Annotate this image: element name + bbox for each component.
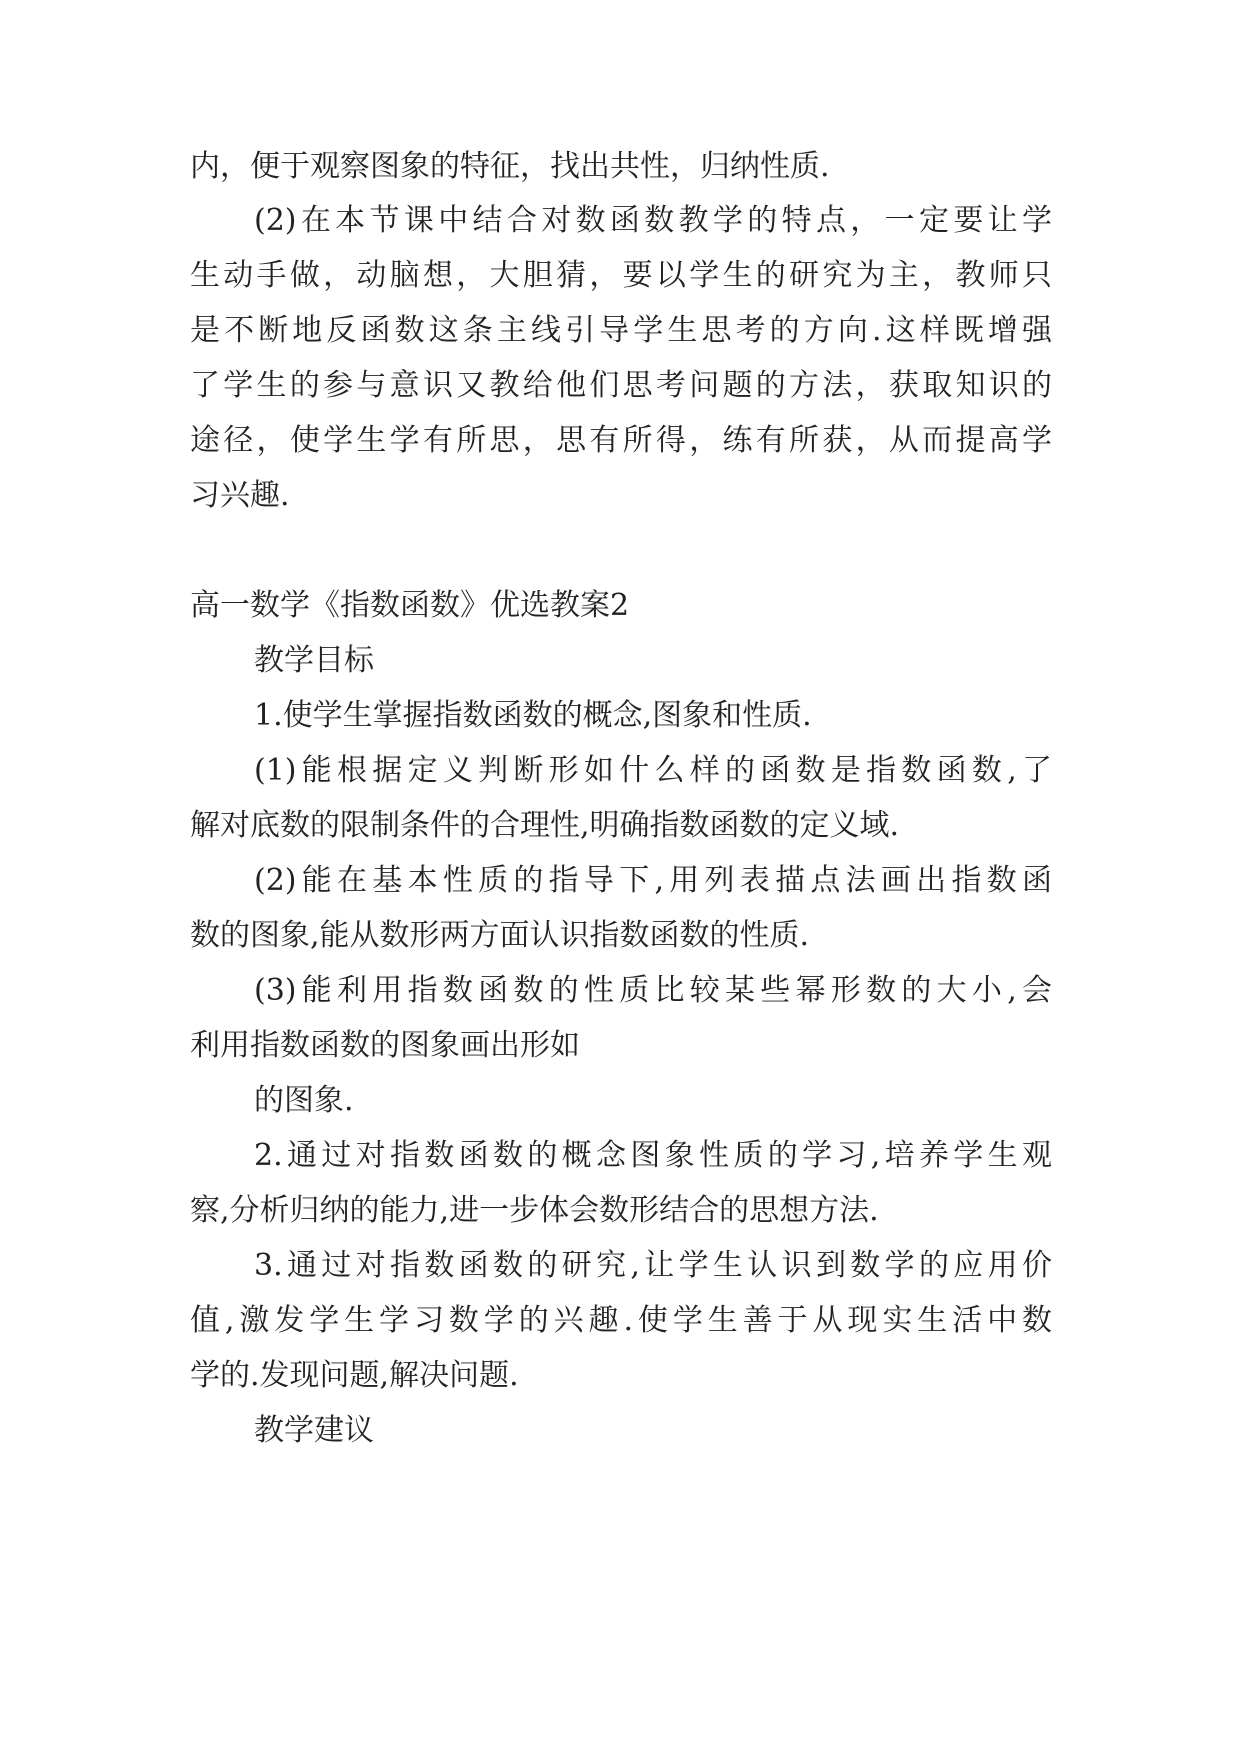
- paragraph-line: 2.通过对指数函数的概念图象性质的学习,培养学生观: [254, 1138, 1052, 1173]
- paragraph-line: (2)在本节课中结合对数函数教学的特点，一定要让学: [254, 203, 1052, 238]
- heading-teaching-goals: 教学目标: [254, 643, 374, 678]
- paragraph-line: 解对底数的限制条件的合理性,明确指数函数的定义域.: [190, 808, 900, 843]
- paragraph-line: 利用指数函数的图象画出形如: [190, 1028, 580, 1063]
- paragraph-line: 途径，使学生学有所思，思有所得，练有所获，从而提高学: [190, 423, 1052, 458]
- paragraph-line: (3)能利用指数函数的性质比较某些幂形数的大小,会: [254, 973, 1052, 1008]
- paragraph-line: 是不断地反函数这条主线引导学生思考的方向.这样既增强: [190, 313, 1052, 348]
- heading-teaching-suggestions: 教学建议: [254, 1413, 374, 1448]
- paragraph-line: 生动手做，动脑想，大胆猜，要以学生的研究为主，教师只: [190, 258, 1052, 293]
- paragraph-line: (2)能在基本性质的指导下,用列表描点法画出指数函: [254, 863, 1052, 898]
- paragraph-line: 值,激发学生学习数学的兴趣.使学生善于从现实生活中数: [190, 1303, 1052, 1338]
- paragraph-line: 习兴趣.: [190, 478, 290, 513]
- section-title: 高一数学《指数函数》优选教案2: [190, 588, 630, 623]
- paragraph-line: 内，便于观察图象的特征，找出共性，归纳性质.: [190, 149, 830, 184]
- paragraph-line: 的图象.: [254, 1083, 354, 1118]
- paragraph-line: 察,分析归纳的能力,进一步体会数形结合的思想方法.: [190, 1193, 879, 1228]
- paragraph-line: 学的.发现问题,解决问题.: [190, 1358, 519, 1393]
- paragraph-line: (1)能根据定义判断形如什么样的函数是指数函数,了: [254, 753, 1052, 788]
- paragraph-line: 3.通过对指数函数的研究,让学生认识到数学的应用价: [254, 1248, 1052, 1283]
- paragraph-line: 1.使学生掌握指数函数的概念,图象和性质.: [254, 698, 812, 733]
- paragraph-line: 数的图象,能从数形两方面认识指数函数的性质.: [190, 918, 810, 953]
- paragraph-line: 了学生的参与意识又教给他们思考问题的方法，获取知识的: [190, 368, 1052, 403]
